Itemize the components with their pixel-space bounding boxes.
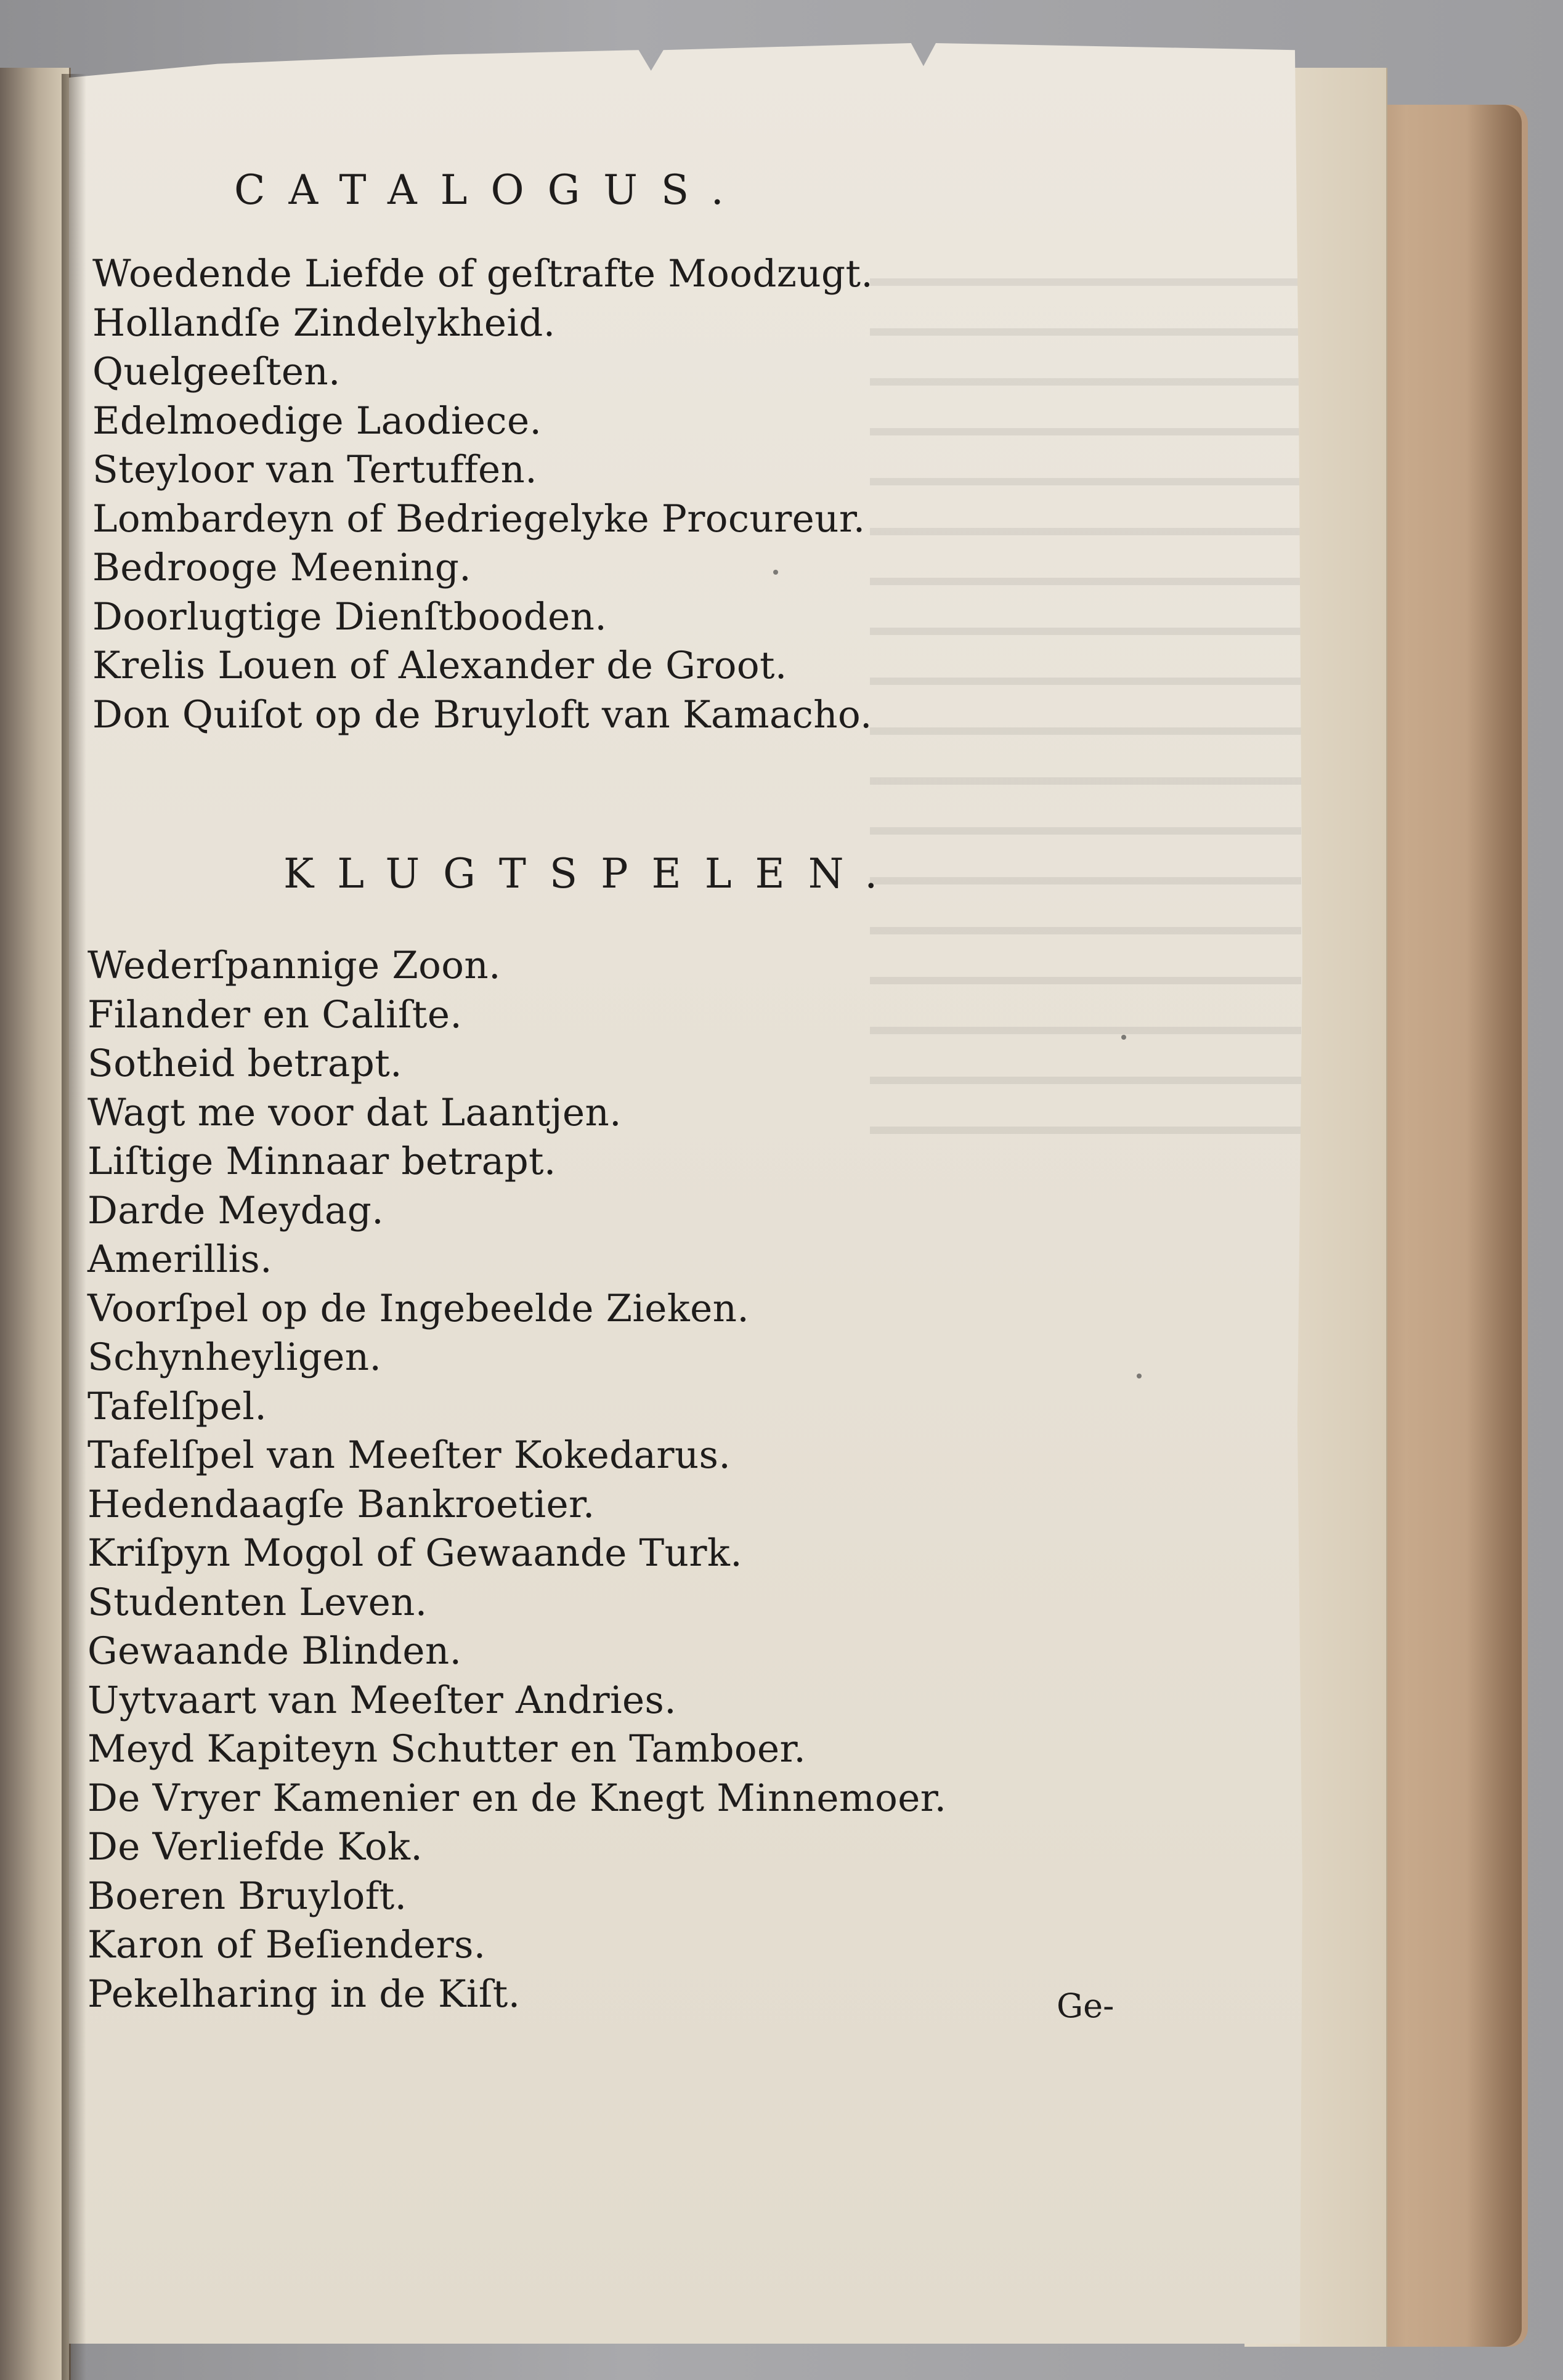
paper-speck [773,570,778,575]
facing-page-edge [0,68,71,2380]
list-item: Darde Meydag. [87,1188,384,1232]
list-item: Boeren Bruyloft. [87,1874,407,1918]
list-item: Gewaande Blinden. [87,1629,462,1673]
list-item: Schynheyligen. [87,1335,382,1379]
list-item: Doorlugtige Dienſtbooden. [92,594,607,639]
list-item: De Verliefde Kok. [87,1825,423,1869]
gutter-shadow [62,74,86,2380]
list-item: Tafelſpel van Meeſter Kokedarus. [87,1433,731,1477]
book-cover-edge [1466,105,1522,2347]
list-item: Hedendaagſe Bankroetier. [87,1482,595,1526]
list-item: Hollandſe Zindelykheid. [92,301,556,345]
list-item: Wederſpannige Zoon. [87,944,501,987]
list-item: Pekelharing in de Kiſt. [87,1972,521,2016]
list-item: Sotheid betrapt. [87,1042,402,1085]
list-item: Amerillis. [87,1237,272,1281]
klugtspelen-list [87,941,946,2018]
list-item: Quelgeeſten. [92,350,341,394]
list-item: Bedrooge Meening. [92,546,472,589]
list-item: Don Quiſot op de Bruyloft van Kamacho. [92,692,872,737]
paper-speck [1137,1374,1142,1378]
list-item: Edelmoedige Laodiece. [92,399,542,443]
paper-speck [1121,1035,1126,1040]
klugtspelen-heading: KLUGTSPELEN. [283,850,901,897]
list-item: Voorſpel op de Ingebeelde Zieken. [87,1286,750,1330]
list-item: Meyd Kapiteyn Schutter en Tamboer. [87,1727,806,1771]
list-item: Krelis Louen of Alexander de Groot. [92,644,787,687]
list-item: Karon of Beſienders. [87,1923,486,1967]
list-item: Steyloor van Tertuffen. [92,448,538,492]
catalogus-heading: CATALOGUS. [234,166,747,214]
list-item: Tafelſpel. [87,1384,267,1428]
list-item: Uytvaart van Meeſter Andries. [87,1678,676,1722]
list-item: Liſtige Minnaar betrapt. [87,1139,556,1183]
list-item: Studenten Leven. [87,1580,428,1624]
catchword: Ge- [1057,1986,1114,2025]
catalogus-list [92,249,873,739]
list-item: De Vryer Kamenier en de Knegt Minnemoer. [87,1776,947,1820]
list-item: Kriſpyn Mogol of Gewaande Turk. [87,1531,743,1575]
list-item: Woedende Liefde of geſtrafte Moodzugt. [92,252,874,296]
list-item: Wagt me voor dat Laantjen. [87,1090,622,1135]
list-item: Lombardeyn of Bedriegelyke Procureur. [92,496,866,541]
list-item: Filander en Caliſte. [87,992,463,1037]
